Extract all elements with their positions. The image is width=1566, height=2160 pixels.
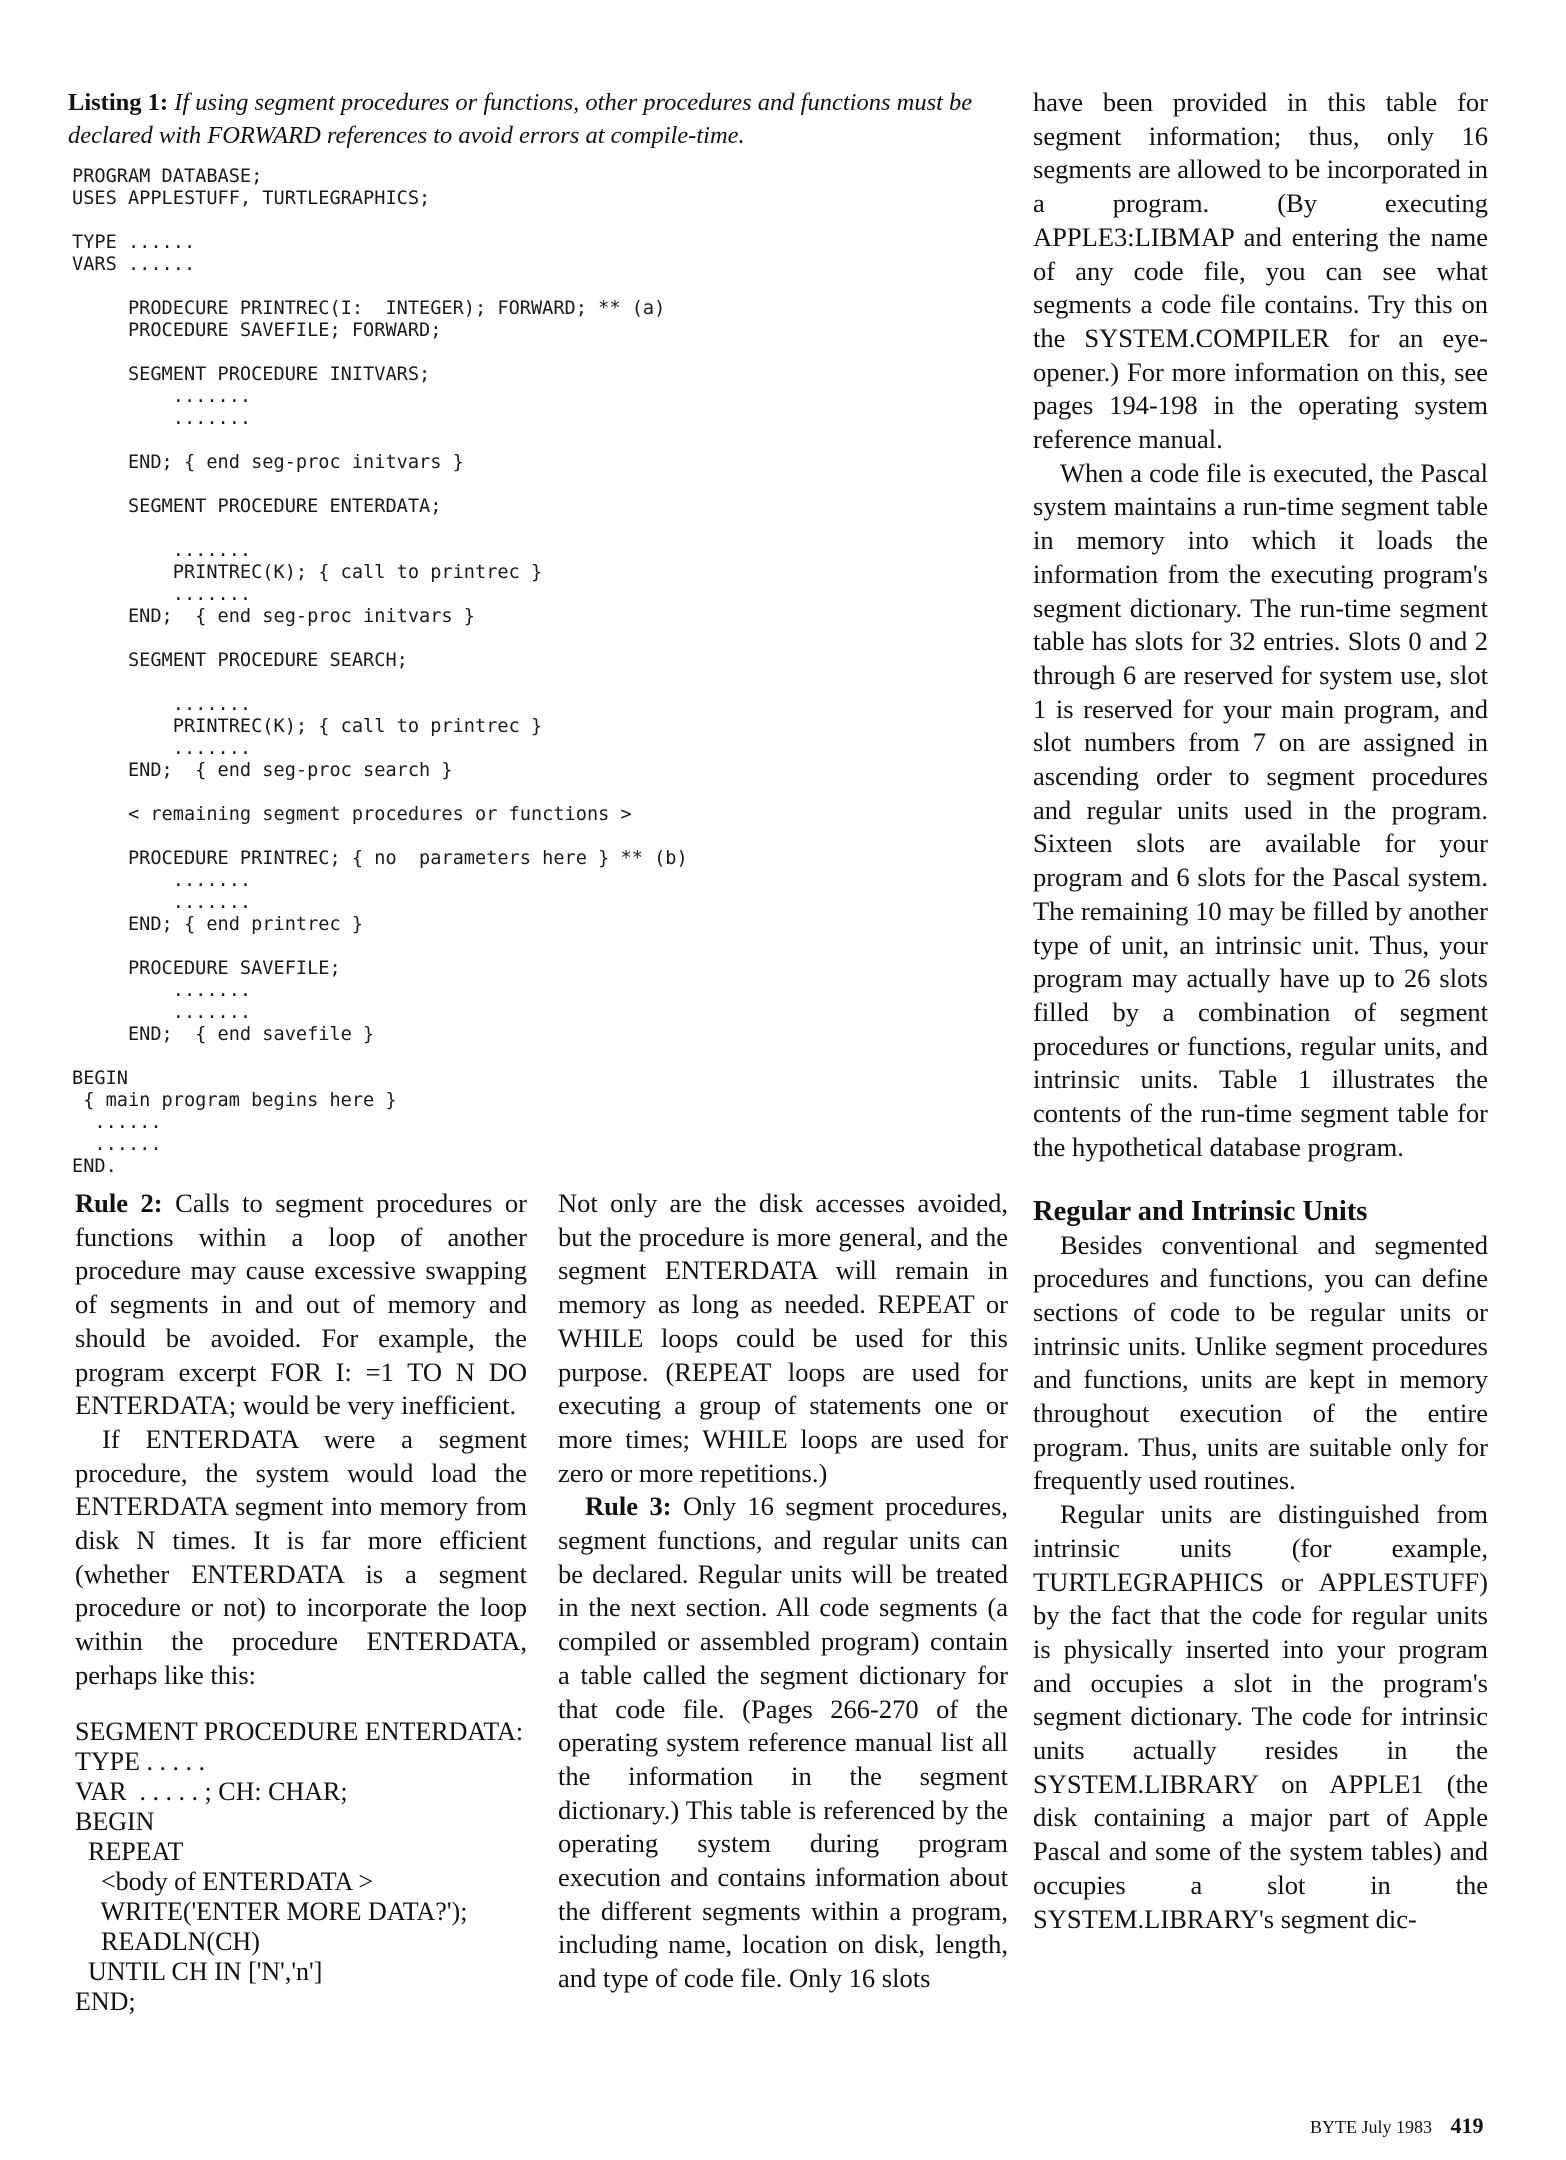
rule-2-label: Rule 2: <box>75 1188 163 1218</box>
rule-2-paragraph <box>75 1187 527 1423</box>
rule-3-paragraph <box>558 1490 1008 1996</box>
code-line: SEGMENT PROCEDURE SEARCH; <box>72 650 408 671</box>
right-paragraph-3: Besides conventional and segmented procedures and functions, you can define sections of code to be regular units or intrinsic units. Unlike segment procedures and functions, units are kept in memory throughout execution of the entire program. Thus, units are suitable only for frequently used routines. <box>1033 1229 1488 1496</box>
code-line: END; { end printrec } <box>72 914 364 935</box>
code-line <box>72 628 972 650</box>
code-line <box>72 672 972 694</box>
code-line: END. <box>72 1156 117 1177</box>
page-footer <box>1310 2114 1484 2139</box>
code-line: <body of ENTERDATA > <box>75 1866 374 1896</box>
code-line <box>72 474 972 496</box>
code-line: PRINTREC(K); { call to printrec } <box>72 716 543 737</box>
rule-3-label: Rule 3: <box>585 1491 672 1522</box>
code-line: < remaining segment procedures or functions > <box>72 804 632 825</box>
code-line: PROCEDURE PRINTREC; { no parameters here } ** (b) <box>72 848 688 869</box>
code-line: USES APPLESTUFF, TURTLEGRAPHICS; <box>72 188 431 209</box>
middle-paragraph-1: Not only are the disk accesses avoided, but the procedure is more general, and the segment ENTERDATA will remain in memory as long as needed. REPEAT or WHILE loops could be used for this purpose. (REPEAT loops are used for executing a group of statements one or more times; WHILE loops are used for zero or more repetitions.) <box>558 1188 1008 1488</box>
code-line: END; { end seg-proc initvars } <box>72 606 475 627</box>
section-heading: Regular and Intrinsic Units <box>1033 1195 1368 1227</box>
listing-caption-text: If using segment procedures or functions, other procedures and functions must be declared with FORWARD references to avoid errors at compile-time. <box>68 89 973 149</box>
code-line: PROGRAM DATABASE; <box>72 166 263 187</box>
column-left <box>75 1187 527 2017</box>
code-line: ....... <box>72 694 252 715</box>
code-line <box>72 430 972 452</box>
code-line: BEGIN <box>72 1068 128 1089</box>
listing-label: Listing 1: <box>68 89 169 116</box>
code-line <box>72 210 972 232</box>
code-line: ....... <box>72 540 252 561</box>
code-line: VAR . . . . . ; CH: CHAR; <box>75 1776 348 1806</box>
code-line: VARS ...... <box>72 254 196 275</box>
code-line: ....... <box>72 892 252 913</box>
code-line: ....... <box>72 584 252 605</box>
listing-caption <box>68 86 1018 152</box>
code-line: PRINTREC(K); { call to printrec } <box>72 562 543 583</box>
code-line: SEGMENT PROCEDURE INITVARS; <box>72 364 431 385</box>
code-line: WRITE('ENTER MORE DATA?'); <box>75 1896 468 1926</box>
right-paragraph-1: have been provided in this table for segment information; thus, only 16 segments are allowed to be incorporated in a program. (By executing APPLE3:LIBMAP and entering the name of any code file, you can see what segments a code file contains. Try this on the SYSTEM.COMPILER for an eye-opener.) For more information on this, see pages 194-198 in the operating system reference manual. <box>1033 87 1488 455</box>
code-line: ....... <box>72 1002 252 1023</box>
code-line: END; <box>75 1986 136 2016</box>
code-line: ...... <box>72 1134 162 1155</box>
page-number: 419 <box>1450 2113 1484 2138</box>
rule-3-text: Only 16 segment procedures, segment functions, and regular units can be declared. Regular units will be treated in the next section. All code segments (a compiled or assembled program) contain a table called the segment dictionary for that code file. (Pages 266-270 of the operating system reference manual list all the information in the segment dictionary.) This table is referenced by the operating system during program execution and contains information about the different segments within a program, including name, location on disk, length, and type of code file. Only 16 slots <box>558 1491 1009 1994</box>
column-middle <box>558 1187 1008 1996</box>
code-line: END; { end savefile } <box>72 1024 375 1045</box>
right-paragraph-2: When a code file is executed, the Pascal system maintains a run-time segment table in memory into which it loads the information from the executing program's segment dictionary. The run-time segment table has slots for 32 entries. Slots 0 and 2 through 6 are reserved for system use, slot 1 is reserved for your main program, and slot numbers from 7 on are assigned in ascending order to segment procedures and regular units used in the program. Sixteen slots are available for your program and 6 slots for the Pascal system. The remaining 10 may be filled by another type of unit, an intrinsic unit. Thus, your program may actually have up to 26 slots filled by a combination of segment procedures or functions, regular units, and intrinsic units. Table 1 illustrates the contents of the run-time segment table for the hypothetical database program. <box>1033 457 1488 1162</box>
code-line: PRODECURE PRINTREC(I: INTEGER); FORWARD; ** (a) <box>72 298 666 319</box>
code-line: ...... <box>72 1112 162 1133</box>
right-paragraph-4: Regular units are distinguished from intrinsic units (for example, TURTLEGRAPHICS or APPLESTUFF) by the fact that the code for regular units is physically inserted into your program and occupies a slot in the program's segment dictionary. The code for intrinsic units actually resides in the SYSTEM.LIBRARY on APPLE1 (the disk containing a major part of Apple Pascal and some of the system tables) and occupies a slot in the SYSTEM.LIBRARY's segment dic- <box>1033 1499 1488 1934</box>
magazine-issue: BYTE July 1983 <box>1310 2117 1433 2137</box>
code-line: BEGIN <box>75 1806 155 1836</box>
code-line: UNTIL CH IN ['N','n'] <box>75 1956 323 1986</box>
code-line: ....... <box>72 408 252 429</box>
code-line: READLN(CH) <box>75 1926 260 1956</box>
code-line <box>72 782 972 804</box>
code-line: TYPE . . . . . <box>75 1746 205 1776</box>
code-line: TYPE ...... <box>72 232 196 253</box>
code-line <box>72 1046 972 1068</box>
code-line: PROCEDURE SAVEFILE; <box>72 958 341 979</box>
code-line: ....... <box>72 980 252 1001</box>
code-line: END; { end seg-proc initvars } <box>72 452 464 473</box>
code-line <box>72 518 972 540</box>
code-line <box>72 342 972 364</box>
code-line: SEGMENT PROCEDURE ENTERDATA: <box>75 1716 524 1746</box>
code-line: PROCEDURE SAVEFILE; FORWARD; <box>72 320 442 341</box>
code-line: { main program begins here } <box>72 1090 397 1111</box>
code-line: SEGMENT PROCEDURE ENTERDATA; <box>72 496 442 517</box>
code-line: ....... <box>72 386 252 407</box>
listing-code <box>72 166 972 1178</box>
enterdata-code <box>75 1717 527 2017</box>
code-line <box>72 276 972 298</box>
code-line: END; { end seg-proc search } <box>72 760 453 781</box>
code-line: ....... <box>72 738 252 759</box>
rule-2-text: Calls to segment procedures or functions within a loop of another procedure may cause excessive swapping of segments in and out of memory and should be avoided. For example, the program excerpt FOR I: =1 TO N DO ENTERDATA; would be very inefficient. <box>75 1188 527 1421</box>
code-line <box>72 826 972 848</box>
left-paragraph-2: If ENTERDATA were a segment procedure, the system would load the ENTERDATA segment into memory from disk N times. It is far more efficient (whether ENTERDATA is a segment procedure or not) to incorporate the loop within the procedure ENTERDATA, perhaps like this: <box>75 1423 527 1690</box>
code-line: REPEAT <box>75 1836 184 1866</box>
column-right <box>1033 86 1488 1936</box>
code-line: ....... <box>72 870 252 891</box>
code-line <box>72 936 972 958</box>
